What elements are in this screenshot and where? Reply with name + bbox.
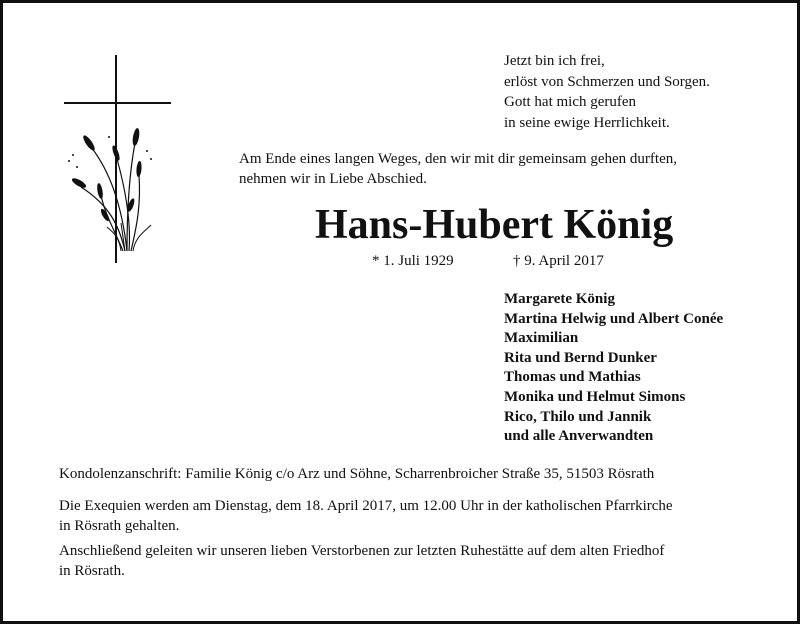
mourner-entry: Maximilian bbox=[504, 330, 579, 347]
mourner-entry: Rita und Bernd Dunker bbox=[504, 349, 657, 366]
death-date: † 9. April 2017 bbox=[513, 253, 604, 269]
deceased-name: Hans-Hubert König bbox=[315, 202, 674, 248]
mourner-entry: Thomas und Mathias bbox=[504, 369, 641, 386]
burial-paragraph bbox=[59, 541, 759, 581]
poem-line: in seine ewige Herrlichkeit. bbox=[504, 114, 670, 131]
burial-line: in Rösrath. bbox=[59, 563, 125, 579]
condolence-address: Kondolenzanschrift: Familie König c/o Arz und Söhne, Scharrenbroicher Straße 35, 51503 Rösrath bbox=[59, 466, 655, 482]
exequien-line: Die Exequien werden am Dienstag, dem 18. April 2017, um 12.00 Uhr in der katholischen Pfarrkirche bbox=[59, 498, 673, 514]
mourner-entry: Monika und Helmut Simons bbox=[504, 388, 686, 405]
burial-line: Anschließend geleiten wir unseren lieben Verstorbenen zur letzten Ruhestätte auf dem alten Friedhof bbox=[59, 543, 665, 559]
mourner-entry: Margarete König bbox=[504, 291, 615, 307]
cross-with-wheat-icon bbox=[61, 55, 175, 267]
farewell-line: Am Ende eines langen Weges, den wir mit dir gemeinsam gehen durften, bbox=[239, 151, 677, 167]
farewell-line: nehmen wir in Liebe Abschied. bbox=[239, 171, 427, 187]
poem-line: Jetzt bin ich frei, bbox=[504, 53, 605, 69]
exequien-paragraph bbox=[59, 496, 759, 536]
mourner-entry: Martina Helwig und Albert Conée bbox=[504, 310, 724, 327]
mourner-entry: Rico, Thilo und Jannik bbox=[504, 408, 652, 425]
mourner-entry: und alle Anverwandten bbox=[504, 428, 654, 445]
exequien-line: in Rösrath gehalten. bbox=[59, 518, 180, 534]
farewell-text bbox=[239, 149, 677, 189]
poem-line: Gott hat mich gerufen bbox=[504, 94, 637, 110]
poem-line: erlöst von Schmerzen und Sorgen. bbox=[504, 73, 710, 90]
mourners-list bbox=[504, 290, 723, 447]
poem bbox=[504, 51, 710, 133]
birth-date: * 1. Juli 1929 bbox=[372, 253, 454, 269]
